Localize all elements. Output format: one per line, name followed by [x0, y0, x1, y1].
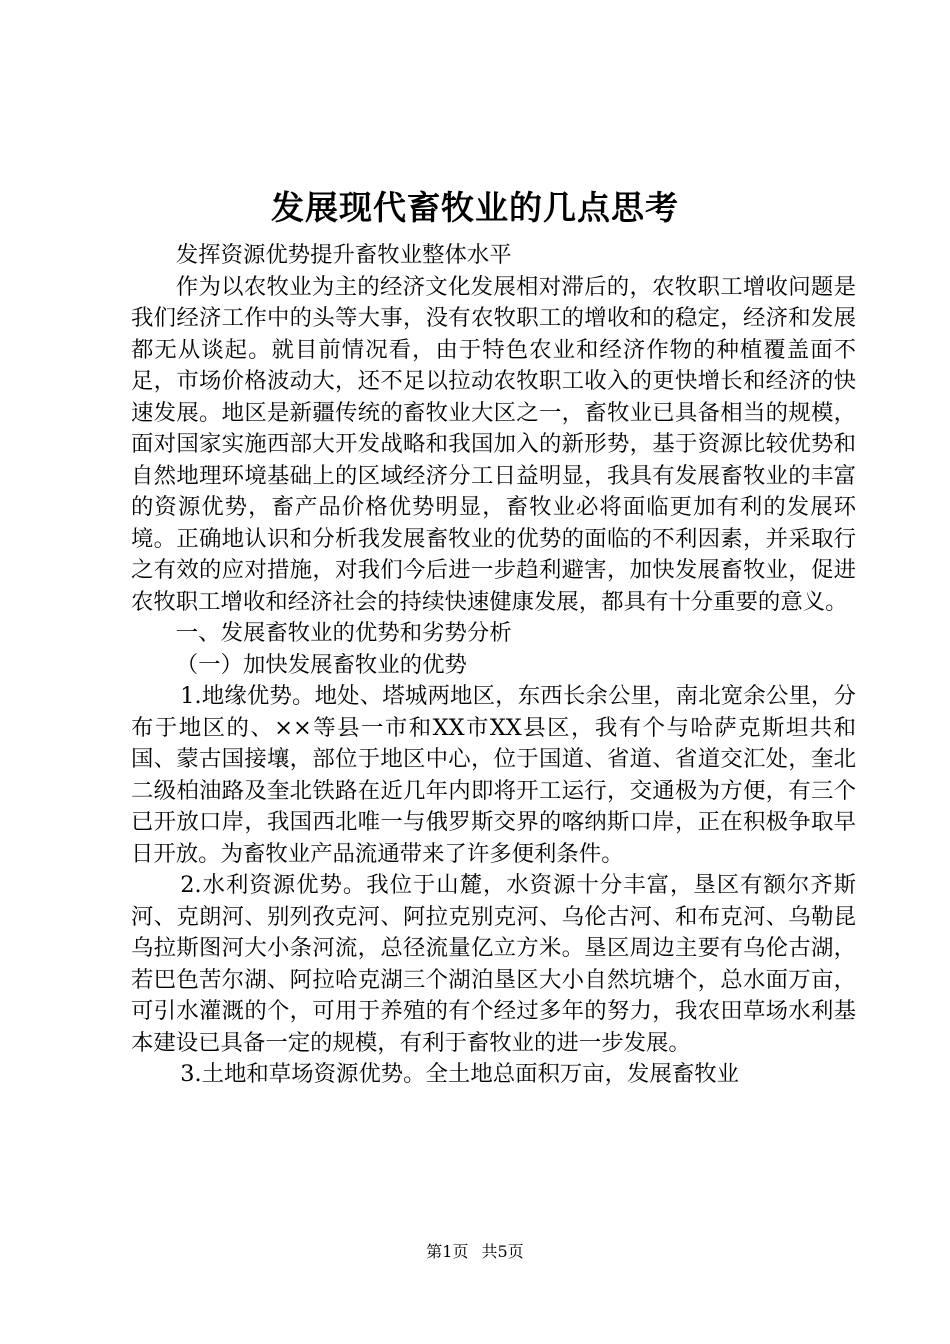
page-total: 共5页	[481, 1242, 524, 1261]
page-number: 第1页	[426, 1242, 469, 1261]
document-title: 发展现代畜牧业的几点思考	[271, 188, 679, 227]
list-item-water: 2.水利资源优势。我位于山麓，水资源十分丰富，垦区有额尔齐斯河、克朗河、别列孜克河、阿拉克别克河、乌伦古河、和布克河、乌勒昆乌拉斯图河大小条河流，总径流量亿立方米。垦区周边主要有乌伦古湖，若巴色苦尔湖、阿拉哈克湖三个湖泊垦区大小自然坑塘个，总水面万亩，可引水灌溉的个，可用于养殖的有个经过多年的努力，我农田草场水利基本建设已具备一定的规模，有利于畜牧业的进一步发展。	[131, 872, 856, 1056]
document-body	[131, 240, 856, 1091]
subsection-heading: （一）加快发展畜牧业的优势	[175, 651, 467, 678]
subtitle-paragraph: 发挥资源优势提升畜牧业整体水平	[175, 242, 512, 268]
section-heading: 一、发展畜牧业的优势和劣势分析	[175, 620, 512, 646]
list-item-land: 3.土地和草场资源优势。全土地总面积万亩，发展畜牧业	[180, 1061, 740, 1087]
list-item-geography: 1.地缘优势。地处、塔城两地区，东西长余公里，南北宽余公里，分布于地区的、××等县一市和XX市XX县区，我有个与哈萨克斯坦共和国、蒙古国接壤，部位于地区中心，位于国道、省道、省道交汇处，奎北二级柏油路及奎北铁路在近几年内即将开工运行，交通极为方便，有三个已开放口岸，我国西北唯一与俄罗斯交界的喀纳斯口岸，正在积极争取早日开放。为畜牧业产品流通带来了许多便利条件。	[131, 683, 856, 867]
intro-paragraph: 作为以农牧业为主的经济文化发展相对滞后的，农牧职工增收问题是我们经济工作中的头等大事，没有农牧职工的增收和的稳定，经济和发展都无从谈起。就目前情况看，由于特色农业和经济作物的种植覆盖面不足，市场价格波动大，还不足以拉动农牧职工收入的更快增长和经济的快速发展。地区是新疆传统的畜牧业大区之一，畜牧业已具备相当的规模，面对国家实施西部大开发战略和我国加入的新形势，基于资源比较优势和自然地理环境基础上的区域经济分工日益明显，我具有发展畜牧业的丰富的资源优势，畜产品价格优势明显，畜牧业必将面临更加有利的发展环境。正确地认识和分析我发展畜牧业的优势的面临的不利因素，并采取行之有效的应对措施，对我们今后进一步趋利避害，加快发展畜牧业，促进农牧职工增收和经济社会的持续快速健康发展，都具有十分重要的意义。	[131, 273, 856, 615]
page-footer	[0, 1241, 950, 1263]
